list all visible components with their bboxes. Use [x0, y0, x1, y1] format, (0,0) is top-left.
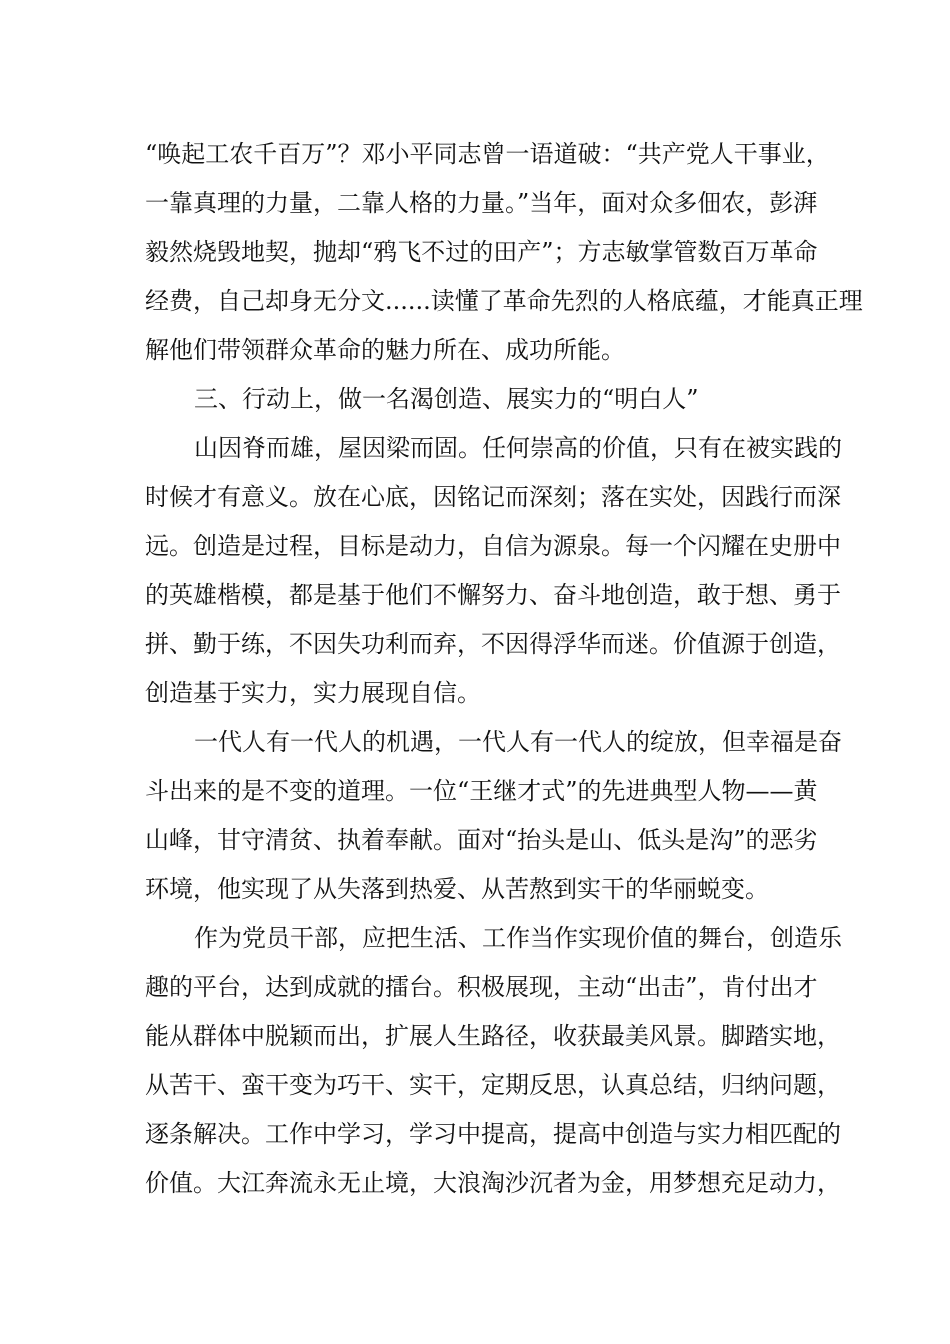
paragraph-3-line-1: 一代人有一代人的机遇，一代人有一代人的绽放，但幸福是奋 — [194, 728, 842, 756]
paragraph-2-line-1: 山因脊而雄，屋因梁而固。任何崇高的价值，只有在被实践的 — [194, 434, 842, 462]
paragraph-4-line-4: 从苦干、蛮干变为巧干、实干，定期反思，认真总结，归纳问题， — [145, 1071, 841, 1099]
paragraph-1-line-3: 毅然烧毁地契，抛却“鸦飞不过的田产”；方志敏掌管数百万革命 — [145, 238, 818, 266]
paragraph-2-line-6: 创造基于实力，实力展现自信。 — [145, 679, 481, 707]
paragraph-1-line-1: “唤起工农千百万”？邓小平同志曾一语道破：“共产党人干事业， — [145, 140, 830, 168]
paragraph-3-line-4: 环境，他实现了从失落到热爱、从苦熬到实干的华丽蜕变。 — [145, 875, 769, 903]
section-heading: 三、行动上，做一名渴创造、展实力的“明白人” — [194, 385, 699, 413]
paragraph-2-line-4: 的英雄楷模，都是基于他们不懈努力、奋斗地创造，敢于想、勇于 — [145, 581, 841, 609]
paragraph-4-line-3: 能从群体中脱颖而出，扩展人生路径，收获最美风景。脚踏实地， — [145, 1022, 841, 1050]
paragraph-1-line-4: 经费，自己却身无分文......读懂了革命先烈的人格底蕴，才能真正理 — [145, 287, 863, 315]
paragraph-4-line-1: 作为党员干部，应把生活、工作当作实现价值的舞台，创造乐 — [194, 924, 842, 952]
paragraph-3-line-3: 山峰，甘守清贫、执着奉献。面对“抬头是山、低头是沟”的恶劣 — [145, 826, 818, 854]
paragraph-2-line-3: 远。创造是过程，目标是动力，自信为源泉。每一个闪耀在史册中 — [145, 532, 841, 560]
paragraph-2-line-2: 时候才有意义。放在心底，因铭记而深刻；落在实处，因践行而深 — [145, 483, 841, 511]
paragraph-1-line-5: 解他们带领群众革命的魅力所在、成功所能。 — [145, 336, 625, 364]
paragraph-3-line-2: 斗出来的是不变的道理。一位“王继才式”的先进典型人物——黄 — [145, 777, 818, 805]
paragraph-4-line-5: 逐条解决。工作中学习，学习中提高，提高中创造与实力相匹配的 — [145, 1120, 841, 1148]
paragraph-4-line-2: 趣的平台，达到成就的擂台。积极展现，主动“出击”，肯付出才 — [145, 973, 818, 1001]
paragraph-2-line-5: 拼、勤于练，不因失功利而弃，不因得浮华而迷。价值源于创造， — [145, 630, 841, 658]
paragraph-1-line-2: 一靠真理的力量，二靠人格的力量。”当年，面对众多佃农，彭湃 — [145, 189, 818, 217]
paragraph-4-line-6: 价值。大江奔流永无止境，大浪淘沙沉者为金，用梦想充足动力， — [145, 1169, 841, 1197]
